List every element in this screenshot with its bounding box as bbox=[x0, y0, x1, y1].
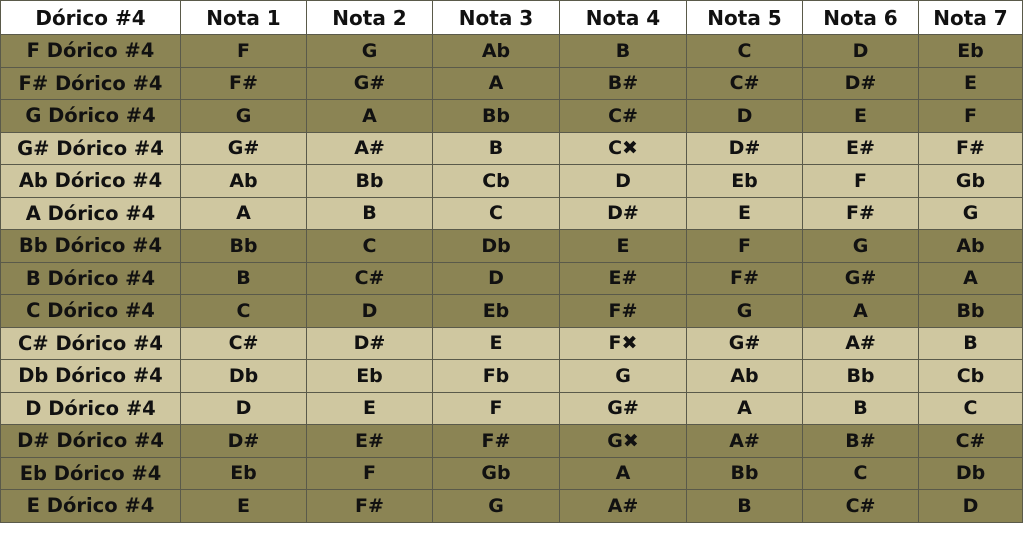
note-cell: F bbox=[919, 100, 1023, 133]
table-row bbox=[1, 490, 1023, 523]
note-cell: Eb bbox=[919, 35, 1023, 68]
note-cell: F# bbox=[803, 197, 919, 230]
scale-name-cell: Bb Dórico #4 bbox=[1, 230, 181, 263]
note-cell: G bbox=[687, 295, 803, 328]
note-cell: G bbox=[803, 230, 919, 263]
note-cell: G bbox=[433, 490, 560, 523]
note-cell: Bb bbox=[307, 165, 433, 198]
scale-name-cell: D# Dórico #4 bbox=[1, 425, 181, 458]
table-row bbox=[1, 35, 1023, 68]
note-cell: Cb bbox=[919, 360, 1023, 393]
note-cell: G bbox=[919, 197, 1023, 230]
note-cell: B bbox=[687, 490, 803, 523]
note-cell: E bbox=[919, 67, 1023, 100]
note-cell: F# bbox=[181, 67, 307, 100]
note-cell: A bbox=[433, 67, 560, 100]
note-cell: G✖ bbox=[560, 425, 687, 458]
header-nota-6: Nota 6 bbox=[803, 1, 919, 35]
table-row bbox=[1, 132, 1023, 165]
note-cell: D# bbox=[181, 425, 307, 458]
note-cell: E bbox=[307, 392, 433, 425]
note-cell: F bbox=[803, 165, 919, 198]
table-row bbox=[1, 230, 1023, 263]
note-cell: F bbox=[433, 392, 560, 425]
table-row bbox=[1, 197, 1023, 230]
table-row bbox=[1, 67, 1023, 100]
note-cell: B bbox=[307, 197, 433, 230]
note-cell: E bbox=[433, 327, 560, 360]
note-cell: F bbox=[687, 230, 803, 263]
header-nota-7: Nota 7 bbox=[919, 1, 1023, 35]
note-cell: D# bbox=[687, 132, 803, 165]
note-cell: Bb bbox=[433, 100, 560, 133]
table-row bbox=[1, 360, 1023, 393]
note-cell: Cb bbox=[433, 165, 560, 198]
scale-name-cell: Ab Dórico #4 bbox=[1, 165, 181, 198]
note-cell: E# bbox=[560, 262, 687, 295]
note-cell: A# bbox=[307, 132, 433, 165]
note-cell: Ab bbox=[919, 230, 1023, 263]
note-cell: F# bbox=[919, 132, 1023, 165]
scale-name-cell: G Dórico #4 bbox=[1, 100, 181, 133]
note-cell: Db bbox=[181, 360, 307, 393]
note-cell: Ab bbox=[181, 165, 307, 198]
note-cell: E bbox=[803, 100, 919, 133]
note-cell: C bbox=[307, 230, 433, 263]
table-row bbox=[1, 327, 1023, 360]
note-cell: E bbox=[560, 230, 687, 263]
scale-name-cell: C Dórico #4 bbox=[1, 295, 181, 328]
note-cell: D bbox=[307, 295, 433, 328]
note-cell: C# bbox=[803, 490, 919, 523]
note-cell: Bb bbox=[803, 360, 919, 393]
note-cell: G# bbox=[803, 262, 919, 295]
note-cell: G# bbox=[560, 392, 687, 425]
note-cell: G bbox=[560, 360, 687, 393]
note-cell: Eb bbox=[181, 457, 307, 490]
note-cell: A bbox=[181, 197, 307, 230]
note-cell: A bbox=[687, 392, 803, 425]
header-nota-1: Nota 1 bbox=[181, 1, 307, 35]
note-cell: G# bbox=[687, 327, 803, 360]
note-cell: F bbox=[307, 457, 433, 490]
note-cell: D bbox=[803, 35, 919, 68]
note-cell: D bbox=[687, 100, 803, 133]
note-cell: Ab bbox=[687, 360, 803, 393]
note-cell: A# bbox=[803, 327, 919, 360]
table-row bbox=[1, 392, 1023, 425]
note-cell: Db bbox=[433, 230, 560, 263]
scale-name-cell: B Dórico #4 bbox=[1, 262, 181, 295]
note-cell: F# bbox=[687, 262, 803, 295]
note-cell: B bbox=[803, 392, 919, 425]
header-nota-2: Nota 2 bbox=[307, 1, 433, 35]
note-cell: E bbox=[687, 197, 803, 230]
note-cell: Bb bbox=[919, 295, 1023, 328]
note-cell: Gb bbox=[433, 457, 560, 490]
note-cell: B# bbox=[803, 425, 919, 458]
note-cell: Fb bbox=[433, 360, 560, 393]
note-cell: D bbox=[433, 262, 560, 295]
note-cell: B bbox=[560, 35, 687, 68]
note-cell: C bbox=[919, 392, 1023, 425]
scale-name-cell: A Dórico #4 bbox=[1, 197, 181, 230]
note-cell: C bbox=[687, 35, 803, 68]
note-cell: D# bbox=[803, 67, 919, 100]
note-cell: Eb bbox=[687, 165, 803, 198]
note-cell: G bbox=[307, 35, 433, 68]
note-cell: Eb bbox=[433, 295, 560, 328]
note-cell: F✖ bbox=[560, 327, 687, 360]
note-cell: Db bbox=[919, 457, 1023, 490]
note-cell: F# bbox=[560, 295, 687, 328]
header-nota-5: Nota 5 bbox=[687, 1, 803, 35]
note-cell: Bb bbox=[687, 457, 803, 490]
scale-name-cell: G# Dórico #4 bbox=[1, 132, 181, 165]
header-scale: Dórico #4 bbox=[1, 1, 181, 35]
note-cell: C# bbox=[307, 262, 433, 295]
note-cell: G# bbox=[307, 67, 433, 100]
note-cell: D# bbox=[560, 197, 687, 230]
note-cell: B bbox=[433, 132, 560, 165]
scale-name-cell: E Dórico #4 bbox=[1, 490, 181, 523]
note-cell: C bbox=[433, 197, 560, 230]
table-row bbox=[1, 295, 1023, 328]
note-cell: A bbox=[307, 100, 433, 133]
note-cell: C# bbox=[919, 425, 1023, 458]
scale-name-cell: Db Dórico #4 bbox=[1, 360, 181, 393]
note-cell: D# bbox=[307, 327, 433, 360]
note-cell: C bbox=[803, 457, 919, 490]
note-cell: C✖ bbox=[560, 132, 687, 165]
note-cell: A# bbox=[560, 490, 687, 523]
header-nota-4: Nota 4 bbox=[560, 1, 687, 35]
note-cell: Bb bbox=[181, 230, 307, 263]
note-cell: Gb bbox=[919, 165, 1023, 198]
note-cell: A bbox=[919, 262, 1023, 295]
note-cell: D bbox=[181, 392, 307, 425]
note-cell: E bbox=[181, 490, 307, 523]
note-cell: F# bbox=[433, 425, 560, 458]
table-row bbox=[1, 457, 1023, 490]
note-cell: A bbox=[560, 457, 687, 490]
note-cell: Ab bbox=[433, 35, 560, 68]
note-cell: E# bbox=[803, 132, 919, 165]
note-cell: B bbox=[181, 262, 307, 295]
table-row bbox=[1, 425, 1023, 458]
scale-name-cell: C# Dórico #4 bbox=[1, 327, 181, 360]
note-cell: G# bbox=[181, 132, 307, 165]
note-cell: A# bbox=[687, 425, 803, 458]
scale-name-cell: F# Dórico #4 bbox=[1, 67, 181, 100]
note-cell: F bbox=[181, 35, 307, 68]
note-cell: D bbox=[919, 490, 1023, 523]
table-body bbox=[1, 35, 1023, 523]
note-cell: B bbox=[919, 327, 1023, 360]
header-nota-3: Nota 3 bbox=[433, 1, 560, 35]
scale-name-cell: Eb Dórico #4 bbox=[1, 457, 181, 490]
header-row bbox=[1, 1, 1023, 35]
note-cell: A bbox=[803, 295, 919, 328]
note-cell: C# bbox=[560, 100, 687, 133]
note-cell: F# bbox=[307, 490, 433, 523]
note-cell: Eb bbox=[307, 360, 433, 393]
note-cell: G bbox=[181, 100, 307, 133]
table-row bbox=[1, 100, 1023, 133]
note-cell: C bbox=[181, 295, 307, 328]
note-cell: C# bbox=[181, 327, 307, 360]
scale-name-cell: F Dórico #4 bbox=[1, 35, 181, 68]
note-cell: B# bbox=[560, 67, 687, 100]
note-cell: E# bbox=[307, 425, 433, 458]
note-cell: D bbox=[560, 165, 687, 198]
table-row bbox=[1, 165, 1023, 198]
table-row bbox=[1, 262, 1023, 295]
note-cell: C# bbox=[687, 67, 803, 100]
scale-name-cell: D Dórico #4 bbox=[1, 392, 181, 425]
